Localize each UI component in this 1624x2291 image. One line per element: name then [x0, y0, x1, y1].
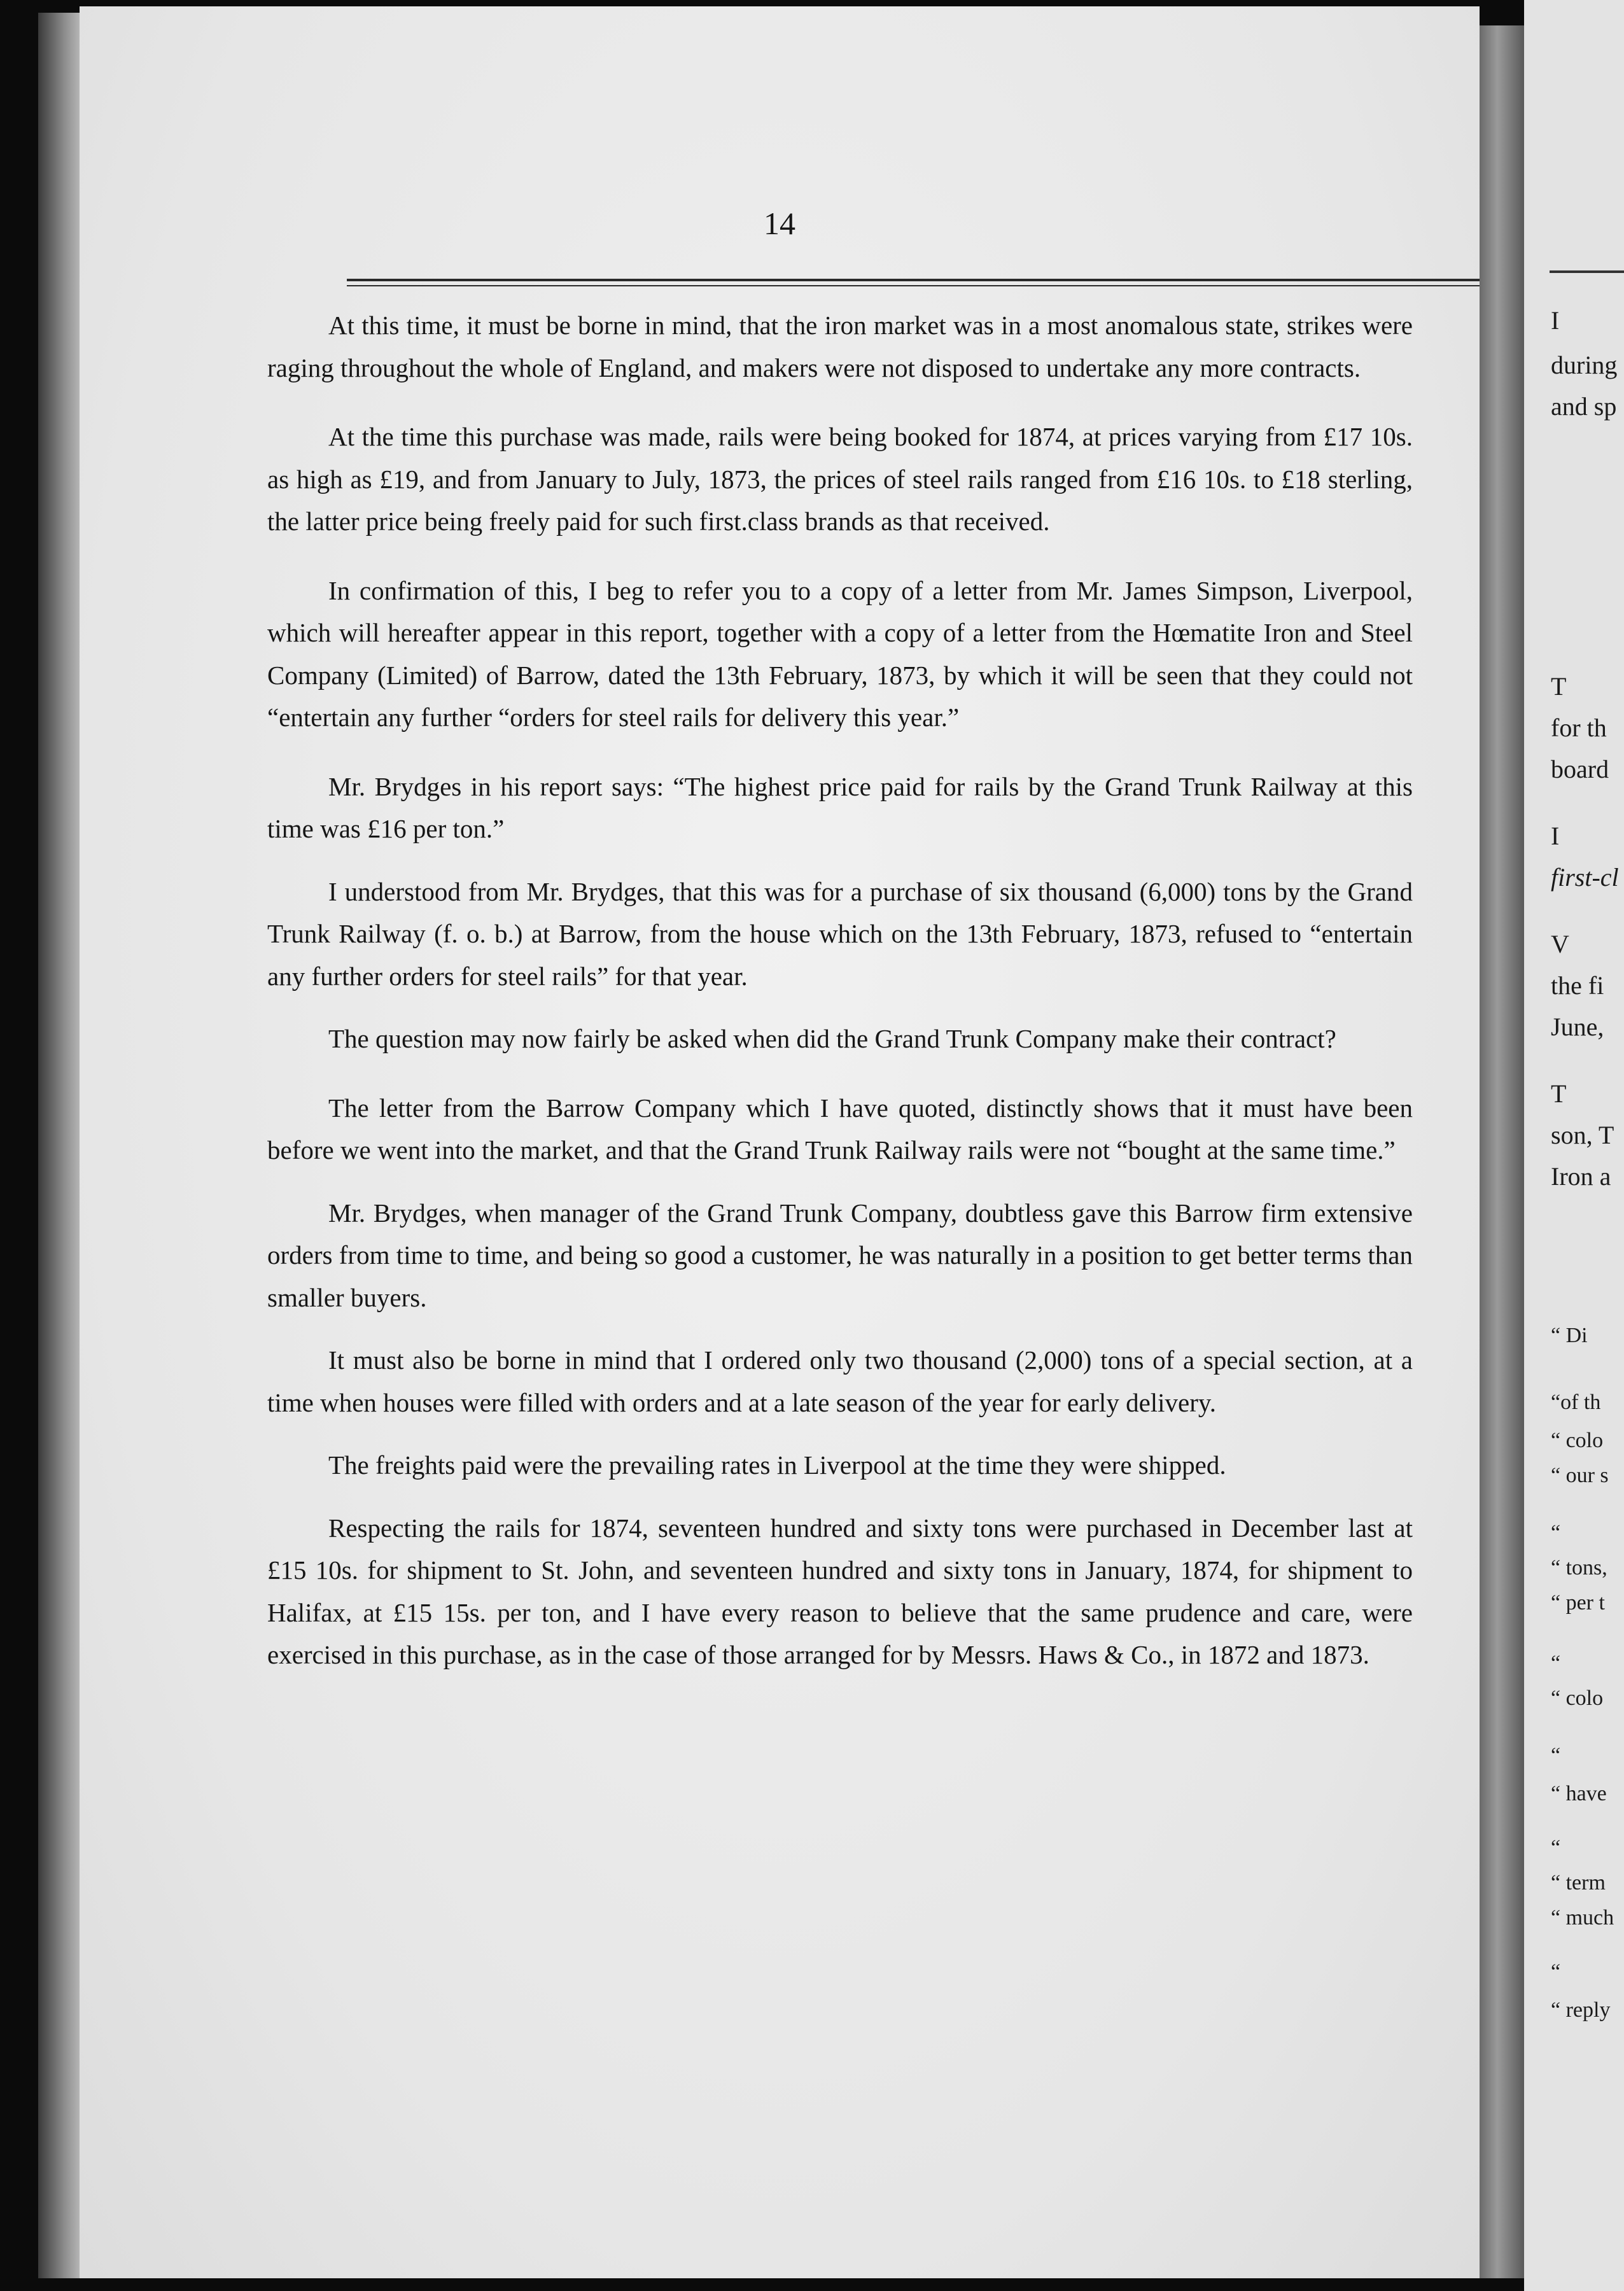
adjacent-page-edge — [1524, 0, 1624, 2291]
paragraph: The question may now fairly be asked when did the Grand Trunk Company make their contract? — [328, 1024, 1336, 1053]
paragraph: It must also be borne in mind that I ordered only two thousand (2,000) tons of a special section, at a time when houses were filled with orders and at a late season of the year for early delivery. — [267, 1345, 1413, 1417]
paragraph: Mr. Brydges, when manager of the Grand Trunk Company, doubtless gave this Barrow firm extensive orders from time to time, and being so good a customer, he was naturally in a position to get better terms than smaller buyers. — [267, 1198, 1413, 1312]
paragraph: At the time this purchase was made, rails were being booked for 1874, at prices varying from £17 10s. as high as £19, and from January to July, 1873, the prices of steel rails ranged from £16 10s. to £18 sterling, the latter price being freely paid for such first.class brands as that received. — [267, 422, 1413, 536]
adjacent-text: “of th — [1551, 1391, 1601, 1414]
adjacent-text: T — [1551, 672, 1567, 701]
adjacent-text: the fi — [1551, 971, 1604, 1000]
adjacent-text: board — [1551, 755, 1609, 783]
adjacent-text: “ have — [1551, 1782, 1607, 1805]
page-number: 14 — [764, 206, 795, 241]
adjacent-header-rule — [1550, 270, 1624, 273]
adjacent-text: I — [1551, 306, 1560, 335]
adjacent-text: “ — [1551, 1960, 1561, 1984]
paragraph: I understood from Mr. Brydges, that this was for a purchase of six thousand (6,000) tons by the Grand Trunk Railway (f. o. b.) at Barrow, from the house which on the 13th February, 1873, refused to “entertain any further orders for steel rails” for that year. — [267, 876, 1413, 991]
adjacent-text: “ — [1551, 1836, 1561, 1860]
adjacent-text: “ Di — [1551, 1324, 1588, 1347]
adjacent-text: son, T — [1551, 1121, 1614, 1149]
paragraph: At this time, it must be borne in mind, that the iron market was in a most anomalous state, strikes were raging throughout the whole of England, and makers were not disposed to undertake any more contracts. — [267, 311, 1413, 382]
adjacent-text: “ — [1551, 1651, 1561, 1675]
adjacent-text: I — [1551, 822, 1560, 850]
adjacent-text: T — [1551, 1079, 1567, 1108]
adjacent-text: during — [1551, 351, 1618, 379]
adjacent-text: first-cl — [1551, 863, 1619, 892]
scan-left-edge — [38, 13, 83, 2278]
adjacent-text: “ — [1551, 1521, 1561, 1545]
adjacent-text: “ tons, — [1551, 1556, 1607, 1580]
adjacent-text: “ colo — [1551, 1686, 1604, 1710]
adjacent-text: June, — [1551, 1012, 1604, 1041]
adjacent-text: Iron a — [1551, 1162, 1611, 1191]
adjacent-text: and sp — [1551, 392, 1617, 421]
adjacent-text: for th — [1551, 713, 1607, 742]
paragraph: In confirmation of this, I beg to refer you to a copy of a letter from Mr. James Simpson, Liverpool, which will hereafter appear in this report, together with a copy of a letter from the Hœmatite Iron and Steel Company (Limited) of Barrow, dated the 13th February, 1873, by which it will be seen that they could not “entertain any further “orders for steel rails for delivery this year.” — [267, 575, 1413, 732]
header-rule-thin — [347, 285, 1492, 286]
adjacent-text: “ much — [1551, 1906, 1614, 1930]
body-text — [267, 304, 1413, 1676]
paragraph: The letter from the Barrow Company which I have quoted, distinctly shows that it must have been before we went into the market, and that the Grand Trunk Railway rails were not “bought at the same time.” — [267, 1093, 1413, 1165]
adjacent-text: “ term — [1551, 1871, 1606, 1895]
paragraph: The freights paid were the prevailing rates in Liverpool at the time they were shipped. — [328, 1450, 1226, 1480]
adjacent-text: “ colo — [1551, 1429, 1604, 1452]
adjacent-text: “ reply — [1551, 1998, 1611, 2022]
adjacent-text: “ per t — [1551, 1591, 1605, 1615]
book-gutter — [1480, 25, 1524, 2278]
adjacent-text: “ — [1551, 1744, 1561, 1767]
header-rule — [347, 279, 1492, 281]
paragraph: Mr. Brydges in his report says: “The highest price paid for rails by the Grand Trunk Railway at this time was £16 per ton.” — [267, 771, 1413, 843]
adjacent-text: “ our s — [1551, 1464, 1609, 1487]
adjacent-text: V — [1551, 930, 1569, 958]
paragraph: Respecting the rails for 1874, seventeen hundred and sixty tons were purchased in December last at £15 10s. for shipment to St. John, and seventeen hundred and sixty tons in January, 1874, for shipment to Halifax, at £15 15s. per ton, and I have every reason to believe that the same prudence and care, were exercised in this purchase, as in the case of those arranged for by Messrs. Haws & Co., in 1872 and 1873. — [267, 1513, 1413, 1669]
